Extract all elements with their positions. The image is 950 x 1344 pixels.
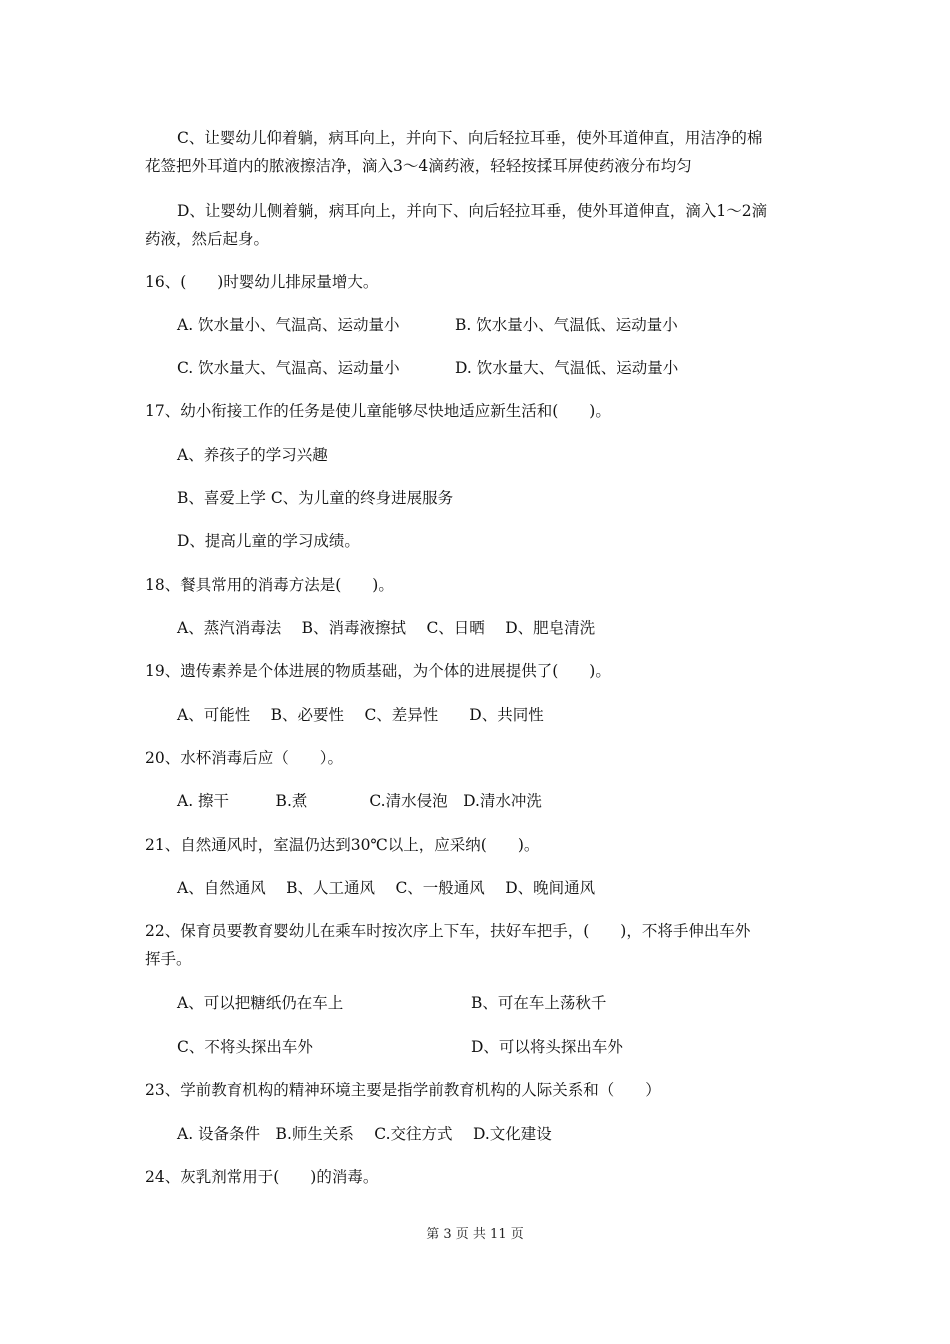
- question-16-stem: 16、( )时婴幼儿排尿量增大。: [145, 273, 379, 291]
- question-19-stem: 19、遗传素养是个体进展的物质基础，为个体的进展提供了( )。: [145, 662, 611, 680]
- q15-option-c-line2: 花签把外耳道内的脓液擦洁净，滴入3～4滴药液，轻轻按揉耳屏使药液分布均匀: [145, 157, 692, 175]
- question-17-option-a: A、养孩子的学习兴趣: [177, 446, 328, 464]
- question-22-option-d: D、可以将头探出车外: [471, 1038, 623, 1056]
- question-20-options: A. 擦干 B.煮 C.清水侵泡 D.清水冲洗: [177, 792, 542, 810]
- question-22-stem-line1: 22、保育员要教育婴幼儿在乘车时按次序上下车，扶好车把手，( )，不将手伸出车外: [145, 922, 751, 940]
- question-17-option-d: D、提高儿童的学习成绩。: [177, 532, 360, 550]
- q15-option-d-line2: 药液，然后起身。: [145, 230, 270, 248]
- q15-option-d-line1: D、让婴幼儿侧着躺，病耳向上，并向下、向后轻拉耳垂，使外耳道伸直，滴入1～2滴: [177, 202, 768, 220]
- question-16-option-b: B. 饮水量小、气温低、运动量小: [455, 316, 678, 334]
- question-22-option-c: C、不将头探出车外: [177, 1038, 313, 1056]
- question-21-options: A、自然通风 B、人工通风 C、一般通风 D、晚间通风: [177, 879, 596, 897]
- question-16-option-c: C. 饮水量大、气温高、运动量小: [177, 359, 400, 377]
- question-20-stem: 20、水杯消毒后应（ ）。: [145, 749, 343, 767]
- question-16-option-a: A. 饮水量小、气温高、运动量小: [177, 316, 400, 334]
- question-19-options: A、可能性 B、必要性 C、差异性 D、共同性: [177, 706, 544, 724]
- question-18-options: A、蒸汽消毒法 B、消毒液擦拭 C、日晒 D、肥皂清洗: [177, 619, 596, 637]
- question-21-stem: 21、自然通风时，室温仍达到30℃以上，应采纳( )。: [145, 836, 540, 854]
- question-17-option-bc: B、喜爱上学 C、为儿童的终身进展服务: [177, 489, 454, 507]
- question-23-options: A. 设备条件 B.师生关系 C.交往方式 D.文化建设: [177, 1125, 552, 1143]
- question-18-stem: 18、餐具常用的消毒方法是( )。: [145, 576, 394, 594]
- page-number-footer: 第 3 页 共 11 页: [426, 1227, 524, 1242]
- question-23-stem: 23、学前教育机构的精神环境主要是指学前教育机构的人际关系和（ ）: [145, 1081, 661, 1099]
- question-22-option-a: A、可以把糖纸仍在车上: [177, 994, 344, 1012]
- question-16-option-d: D. 饮水量大、气温低、运动量小: [455, 359, 679, 377]
- question-24-stem: 24、灰乳剂常用于( )的消毒。: [145, 1168, 379, 1186]
- question-22-stem-line2: 挥手。: [145, 950, 192, 968]
- question-17-stem: 17、幼小衔接工作的任务是使儿童能够尽快地适应新生活和( )。: [145, 402, 611, 420]
- q15-option-c-line1: C、让婴幼儿仰着躺，病耳向上，并向下、向后轻拉耳垂，使外耳道伸直，用洁净的棉: [177, 129, 763, 147]
- question-22-option-b: B、可在车上荡秋千: [471, 994, 607, 1012]
